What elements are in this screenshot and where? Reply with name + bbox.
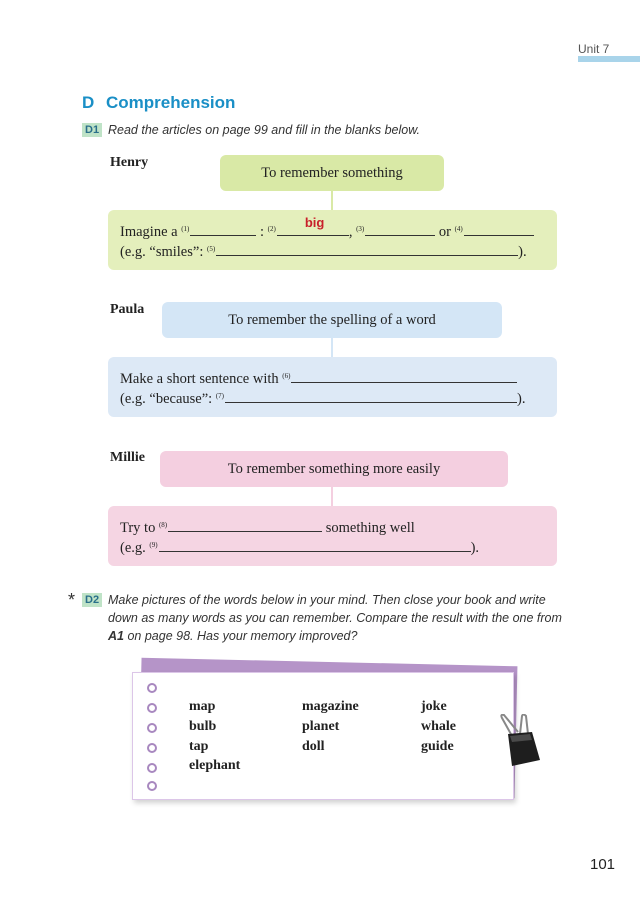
d1-instruction: Read the articles on page 99 and fill in the blanks below.	[108, 123, 421, 137]
millie-line2-suffix: ).	[470, 540, 480, 556]
millie-line2-prefix: (e.g.	[120, 540, 146, 556]
word-item: elephant	[189, 758, 241, 773]
henry-sep-3: or	[438, 224, 451, 240]
binder-ring-icon	[147, 703, 157, 713]
blank-9[interactable]	[159, 537, 471, 552]
paula-line-1	[120, 368, 517, 388]
blank-number-2: (2)	[267, 225, 276, 233]
henry-name: Henry	[110, 155, 149, 170]
millie-line1-suffix: something well	[325, 520, 415, 536]
d2-instruction-line-2: down as many words as you can remember. Compare the result with the one from	[108, 611, 562, 625]
paula-heading: To remember the spelling of a word	[228, 312, 436, 328]
paula-line2-suffix: ).	[516, 391, 526, 407]
henry-line2-suffix: ).	[518, 244, 527, 260]
a1-reference: A1	[108, 629, 124, 643]
blank-3[interactable]	[365, 221, 435, 236]
blank-7[interactable]	[225, 388, 517, 403]
millie-connector	[331, 487, 333, 507]
word-item: planet	[302, 719, 340, 734]
optional-star: *	[68, 590, 76, 610]
blank-4[interactable]	[464, 221, 534, 236]
binder-ring-icon	[147, 763, 157, 773]
word-item: map	[189, 699, 216, 714]
blank-2[interactable]	[277, 215, 349, 236]
binder-clip-icon	[498, 714, 542, 768]
henry-line1-prefix: Imagine a	[120, 224, 178, 240]
henry-fill-box	[108, 210, 557, 270]
unit-label: Unit 7	[578, 42, 610, 56]
millie-name: Millie	[110, 450, 145, 465]
henry-heading-box	[220, 155, 444, 191]
henry-sep-2: ,	[348, 224, 353, 240]
binder-ring-icon	[147, 723, 157, 733]
paula-fill-box	[108, 357, 557, 417]
binder-ring-icon	[147, 743, 157, 753]
word-item: doll	[302, 739, 325, 754]
section-title: Comprehension	[106, 93, 236, 112]
word-item: whale	[421, 719, 456, 734]
word-item: guide	[421, 739, 454, 754]
paula-name: Paula	[110, 302, 145, 317]
millie-line-2	[120, 537, 479, 557]
blank-number-7: (7)	[215, 392, 224, 400]
word-card	[132, 672, 514, 800]
henry-sep-1: :	[260, 224, 265, 240]
binder-ring-icon	[147, 781, 157, 791]
blank-number-3: (3)	[356, 225, 365, 233]
paula-line1-prefix: Make a short sentence with	[120, 371, 279, 387]
henry-connector	[331, 191, 333, 211]
blank-8[interactable]	[168, 517, 322, 532]
paula-heading-box	[162, 302, 502, 338]
d1-tag: D1	[82, 123, 102, 137]
page-number: 101	[590, 856, 616, 873]
blank-number-9: (9)	[149, 541, 158, 549]
section-letter: D	[82, 93, 95, 112]
blank-5[interactable]	[216, 241, 518, 256]
paula-connector	[331, 338, 333, 358]
millie-fill-box	[108, 506, 557, 566]
blank-number-1: (1)	[181, 225, 190, 233]
d2-tag: D2	[82, 593, 102, 607]
millie-heading: To remember something more easily	[227, 461, 441, 477]
word-item: joke	[421, 699, 447, 714]
blank-number-6: (6)	[282, 372, 291, 380]
paula-line2-prefix: (e.g. “because”:	[120, 391, 213, 407]
d2-instruction-line-3	[108, 629, 357, 643]
word-item: magazine	[302, 699, 359, 714]
millie-line-1	[120, 517, 415, 537]
blank-1[interactable]	[190, 221, 256, 236]
unit-accent-bar	[578, 56, 640, 62]
millie-line1-prefix: Try to	[120, 520, 156, 536]
paula-line-2	[120, 388, 525, 408]
millie-heading-box	[160, 451, 508, 487]
henry-line-2	[120, 241, 527, 261]
blank-number-4: (4)	[454, 225, 463, 233]
binder-ring-icon	[147, 683, 157, 693]
henry-line2-prefix: (e.g. “smiles”:	[120, 244, 204, 260]
blank-number-8: (8)	[158, 521, 168, 529]
handwritten-answer-2: big	[304, 215, 325, 230]
word-item: tap	[189, 739, 209, 754]
d2-instruction-line-1: Make pictures of the words below in your mind. Then close your book and write	[108, 593, 546, 607]
d2-instruction-line-3-rest: on page 98. Has your memory improved?	[123, 629, 358, 643]
henry-heading: To remember something	[261, 165, 403, 181]
word-item: bulb	[189, 719, 217, 734]
blank-6[interactable]	[291, 368, 517, 383]
henry-line-1	[120, 215, 534, 241]
blank-number-5: (5)	[206, 245, 216, 253]
